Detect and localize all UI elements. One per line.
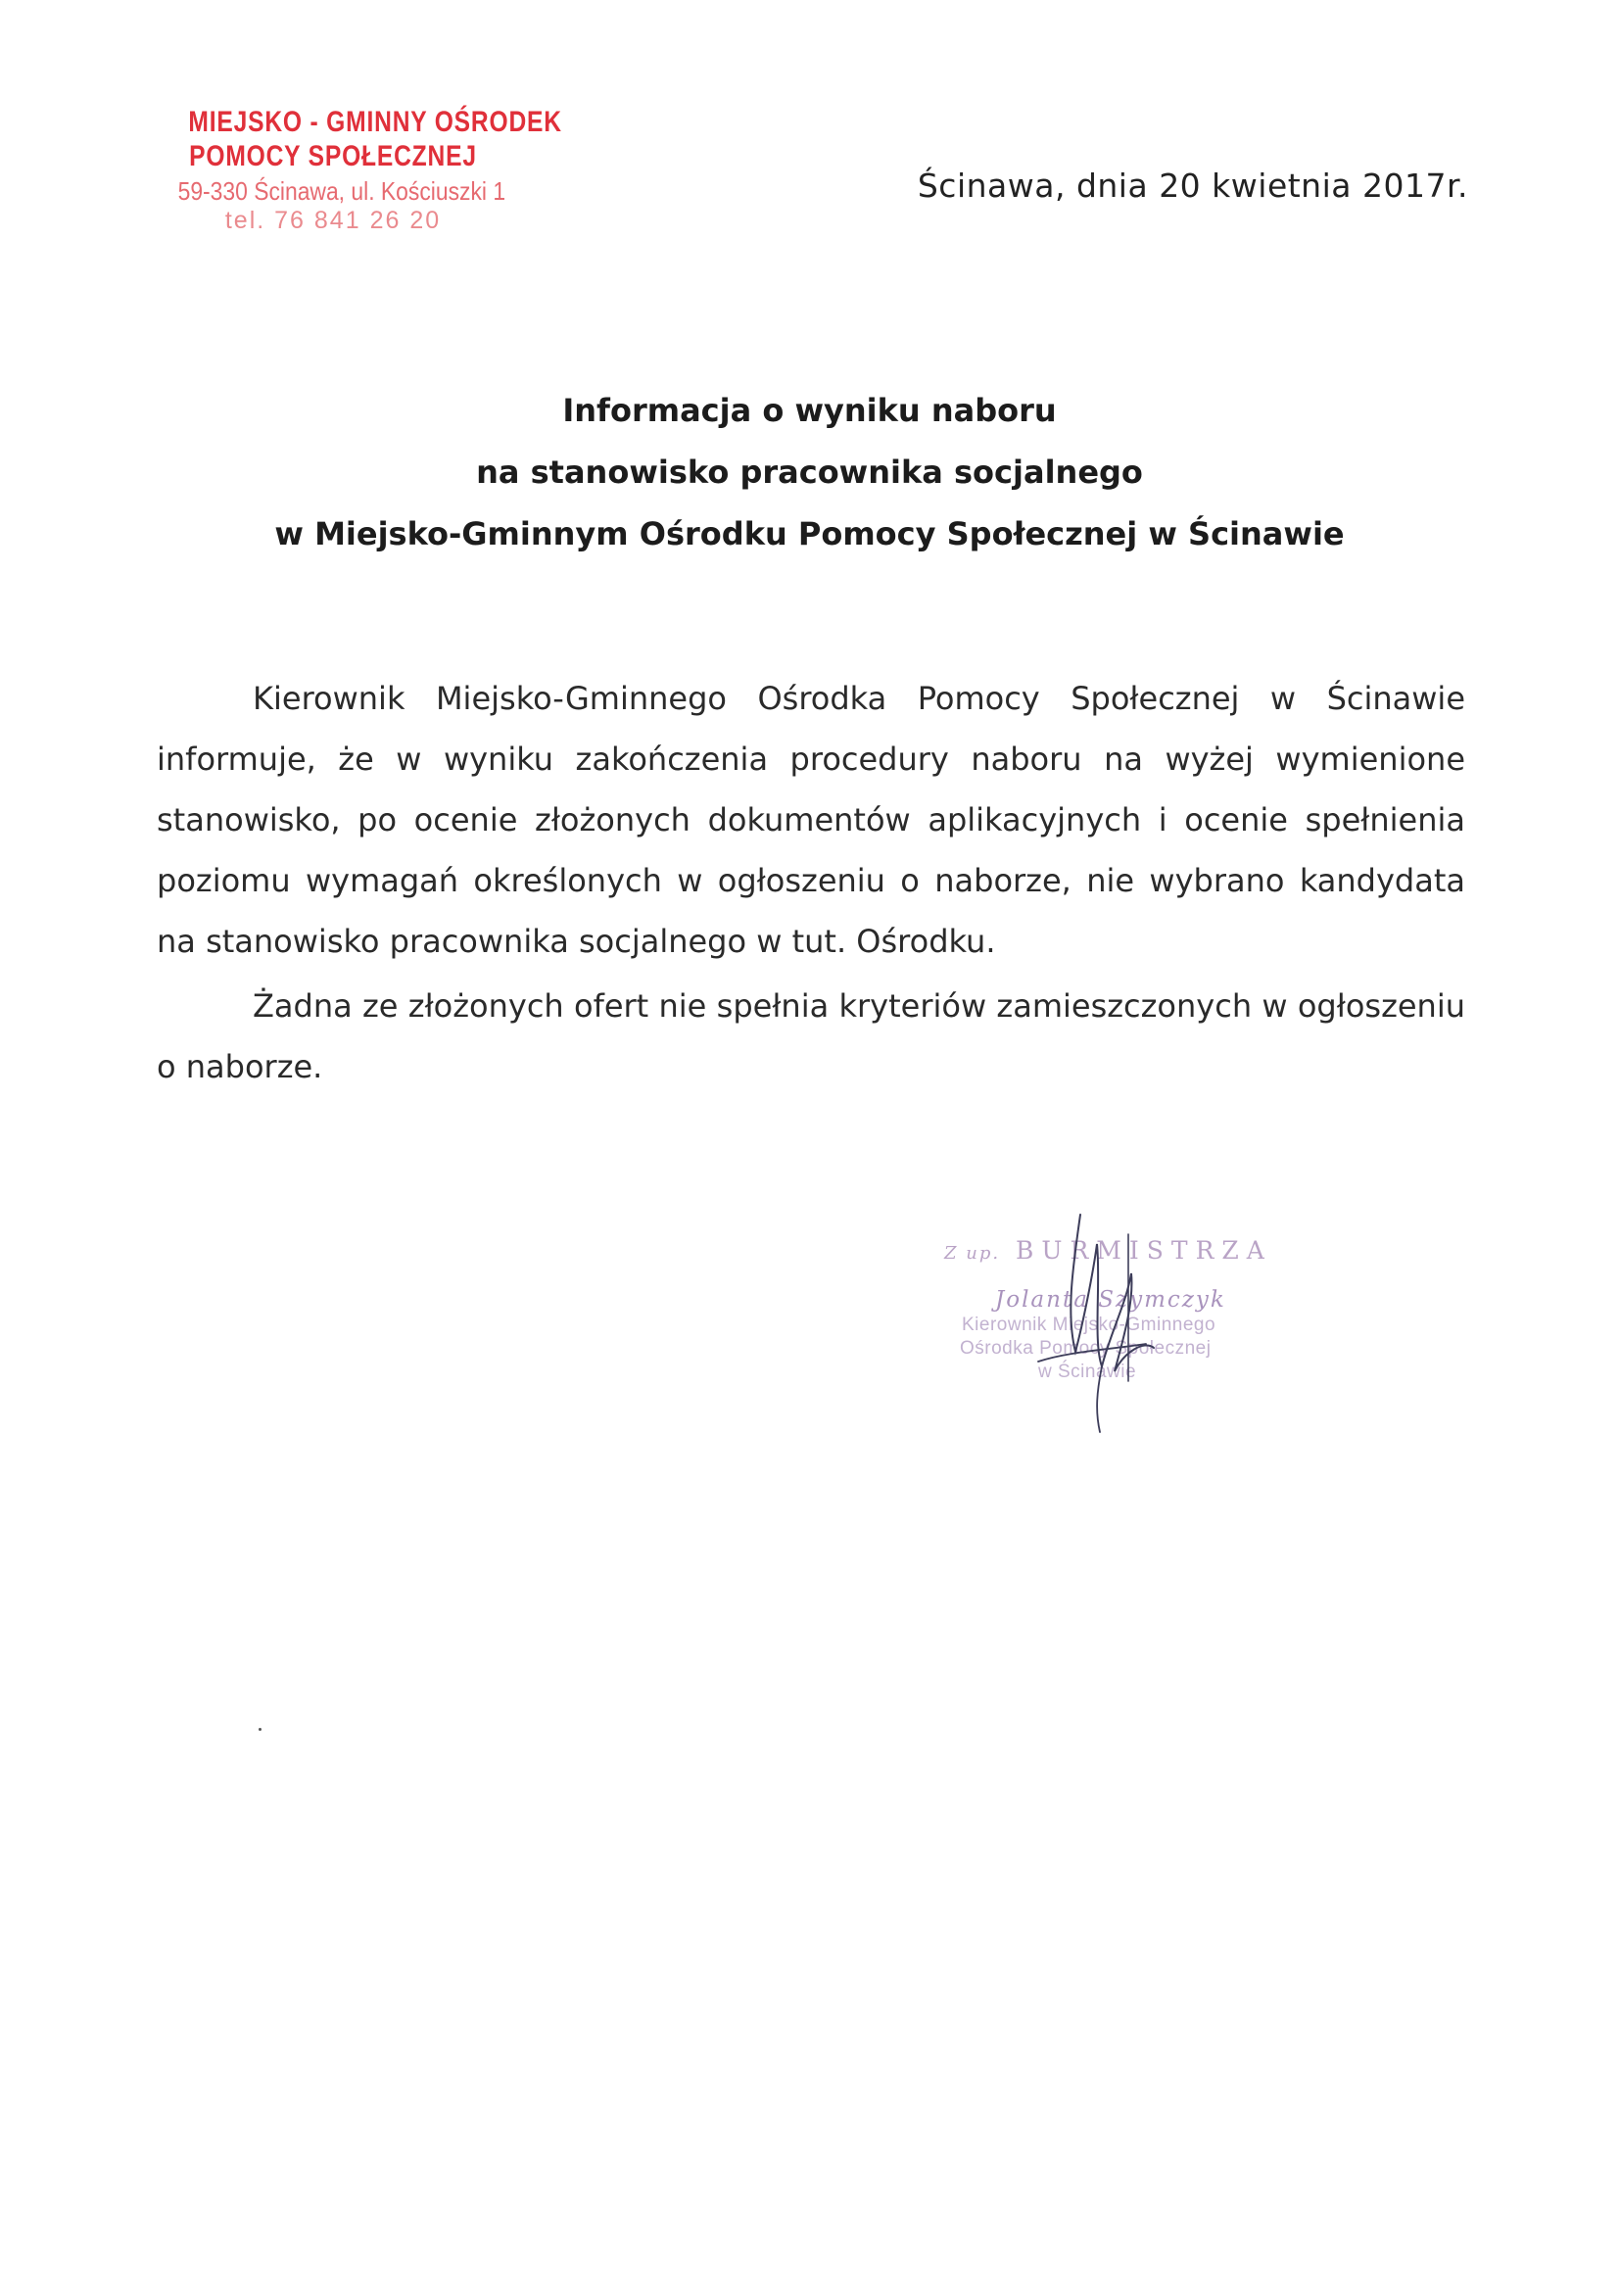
document-title (0, 380, 1619, 565)
signature-authority: BURMISTRZA (1016, 1236, 1272, 1265)
scan-speck (259, 1728, 262, 1731)
stamp-institution-name: MIEJSKO - GMINNY OŚRODEK (188, 106, 562, 138)
title-line-3: w Miejsko-Gminnym Ośrodku Pomocy Społecznej w Ścinawie (274, 515, 1345, 552)
body-paragraph-2: Żadna ze złożonych ofert nie spełnia kryteriów zamieszczonych w ogłoszeniu o naborze. (157, 987, 1465, 1085)
signature-role-line-2: Ośrodka Pomocy Społecznej (960, 1338, 1212, 1359)
signature-role-line-3: w Ścinawie (1038, 1362, 1137, 1382)
title-line-2: na stanowisko pracownika socjalnego (476, 454, 1143, 491)
stamp-phone: tel. 76 841 26 20 (224, 206, 442, 234)
signature-role-line-1: Kierownik Miejsko-Gminnego (962, 1315, 1216, 1335)
document-body (157, 668, 1465, 1097)
signature-prefix: Z up. (944, 1243, 1001, 1264)
header-stamp (157, 106, 562, 235)
handwritten-signature (901, 1205, 1312, 1440)
body-paragraph-1: Kierownik Miejsko-Gminnego Ośrodka Pomocy Społecznej w Ścinawie informuje, że w wyniku zakończenia procedury naboru na wyżej wymienione stanowisko, po ocenie złożonych dokumentów aplikacyjnych i ocenie spełnienia poziomu wymagań określonych w ogłoszeniu o naborze, nie wybrano kandydata na stanowisko pracownika socjalnego w tut. Ośrodku. (157, 680, 1465, 960)
stamp-institution-name-line2: POMOCY SPOŁECZNEJ (189, 139, 477, 172)
signature-stamp (901, 1205, 1312, 1440)
title-line-1: Informacja o wyniku naboru (562, 392, 1057, 429)
stamp-address: 59-330 Ścinawa, ul. Kościuszki 1 (177, 176, 506, 206)
signature-person: Jolanta Szymczyk (995, 1287, 1226, 1313)
date-line: Ścinawa, dnia 20 kwietnia 2017r. (917, 167, 1468, 205)
